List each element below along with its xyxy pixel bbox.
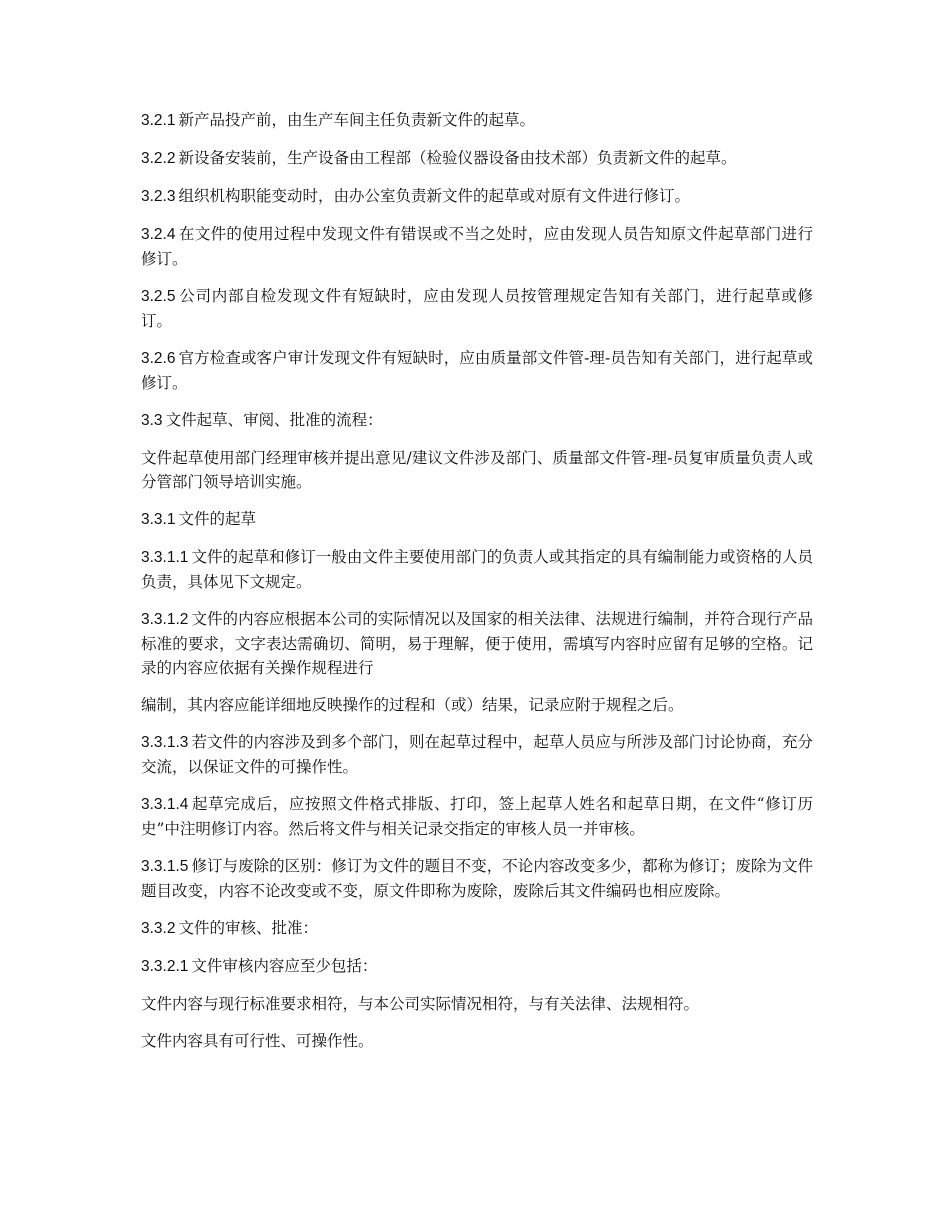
- paragraph-3-2-1: [141, 108, 813, 133]
- paragraph-3-3-2-1: [141, 954, 813, 979]
- clause-number: 3.3.1.3: [141, 734, 189, 751]
- paragraph-continuation: [141, 693, 813, 717]
- paragraph-text: 若文件的内容涉及到多个部门，则在起草过程中，起草人员应与所涉及部门讨论协商，充分交流，以保证文件的可操作性。: [141, 733, 813, 776]
- paragraph-text: 文件内容具有可行性、可操作性。: [141, 1032, 374, 1050]
- paragraph-text: 公司内部自检发现文件有短缺时，应由发现人员按管理规定告知有关部门，进行起草或修订。: [141, 287, 813, 330]
- clause-number: 3.3.2: [141, 920, 176, 937]
- paragraph-3-2-6: [141, 346, 813, 395]
- clause-number: 3.3: [141, 412, 163, 429]
- paragraph-text: 文件的内容应根据本公司的实际情况以及国家的相关法律、法规进行编制，并符合现行产品标准的要求，文字表达需确切、简明，易于理解，便于使用，需填写内容时应留有足够的空格。记录的内容应依据有关操作规程进行: [141, 610, 813, 677]
- paragraph-3-2-2: [141, 146, 813, 171]
- clause-number: 3.2.2: [141, 150, 176, 167]
- clause-number: 3.2.4: [141, 226, 176, 243]
- paragraph-3-2-3: [141, 184, 813, 209]
- paragraph-text: 修订与废除的区别：修订为文件的题目不变，不论内容改变多少，都称为修订；废除为文件题目改变，内容不论改变或不变，原文件即称为废除，废除后其文件编码也相应废除。: [141, 857, 813, 900]
- clause-number: 3.3.1: [141, 511, 176, 528]
- document-body: [141, 108, 813, 1066]
- clause-number: 3.2.6: [141, 350, 176, 367]
- paragraph-text: 官方检查或客户审计发现文件有短缺时，应由质量部文件管-理-员告知有关部门，进行起草或修订。: [141, 349, 813, 392]
- paragraph-text: 新设备安装前，生产设备由工程部（检验仪器设备由技术部）负责新文件的起草。: [178, 149, 737, 167]
- clause-number: 3.3.1.1: [141, 549, 189, 566]
- review-criterion-item: [141, 992, 813, 1016]
- paragraph-3-3-1-5: [141, 854, 813, 903]
- section-heading-3-3-2: [141, 916, 813, 941]
- clause-number: 3.2.1: [141, 112, 176, 129]
- clause-number: 3.3.1.5: [141, 858, 189, 875]
- section-heading-3-3: [141, 408, 813, 433]
- paragraph-text: 编制，其内容应能详细地反映操作的过程和（或）结果，记录应附于规程之后。: [141, 696, 684, 714]
- review-criterion-item: [141, 1029, 813, 1053]
- paragraph-text: 组织机构职能变动时，由办公室负责新文件的起草或对原有文件进行修订。: [178, 187, 690, 205]
- paragraph-text: 在文件的使用过程中发现文件有错误或不当之处时，应由发现人员告知原文件起草部门进行修订。: [141, 225, 813, 268]
- paragraph-3-2-4: [141, 222, 813, 271]
- paragraph-3-2-5: [141, 284, 813, 333]
- paragraph-3-3-1-4: [141, 792, 813, 841]
- paragraph-text: 文件起草、审阅、批准的流程：: [165, 411, 383, 429]
- paragraph-text: 新产品投产前，由生产车间主任负责新文件的起草。: [178, 111, 535, 129]
- paragraph-text: 文件审核内容应至少包括：: [191, 957, 378, 975]
- paragraph-text: 文件的起草: [178, 510, 256, 528]
- paragraph-text: 文件内容与现行标准要求相符，与本公司实际情况相符，与有关法律、法规相符。: [141, 995, 700, 1013]
- paragraph-3-3-1-3: [141, 730, 813, 779]
- paragraph-text: 文件起草使用部门经理审核并提出意见/建议文件涉及部门、质量部文件管-理-员复审质量负责人或分管部门领导培训实施。: [141, 449, 813, 491]
- paragraph-3-3-1-1: [141, 545, 813, 594]
- section-heading-3-3-1: [141, 507, 813, 532]
- paragraph-text: 文件的审核、批准：: [178, 919, 318, 937]
- paragraph-text: 文件的起草和修订一般由文件主要使用部门的负责人或其指定的具有编制能力或资格的人员负责，具体见下文规定。: [141, 548, 813, 591]
- paragraph-flow-description: [141, 446, 813, 494]
- clause-number: 3.2.3: [141, 188, 176, 205]
- paragraph-3-3-1-2: [141, 607, 813, 680]
- clause-number: 3.3.2.1: [141, 958, 189, 975]
- clause-number: 3.2.5: [141, 288, 176, 305]
- clause-number: 3.3.1.2: [141, 611, 189, 628]
- clause-number: 3.3.1.4: [141, 796, 189, 813]
- paragraph-text: 起草完成后，应按照文件格式排版、打印，签上起草人姓名和起草日期，在文件“修订历史”中注明修订内容。然后将文件与相关记录交指定的审核人员一并审核。: [141, 795, 813, 838]
